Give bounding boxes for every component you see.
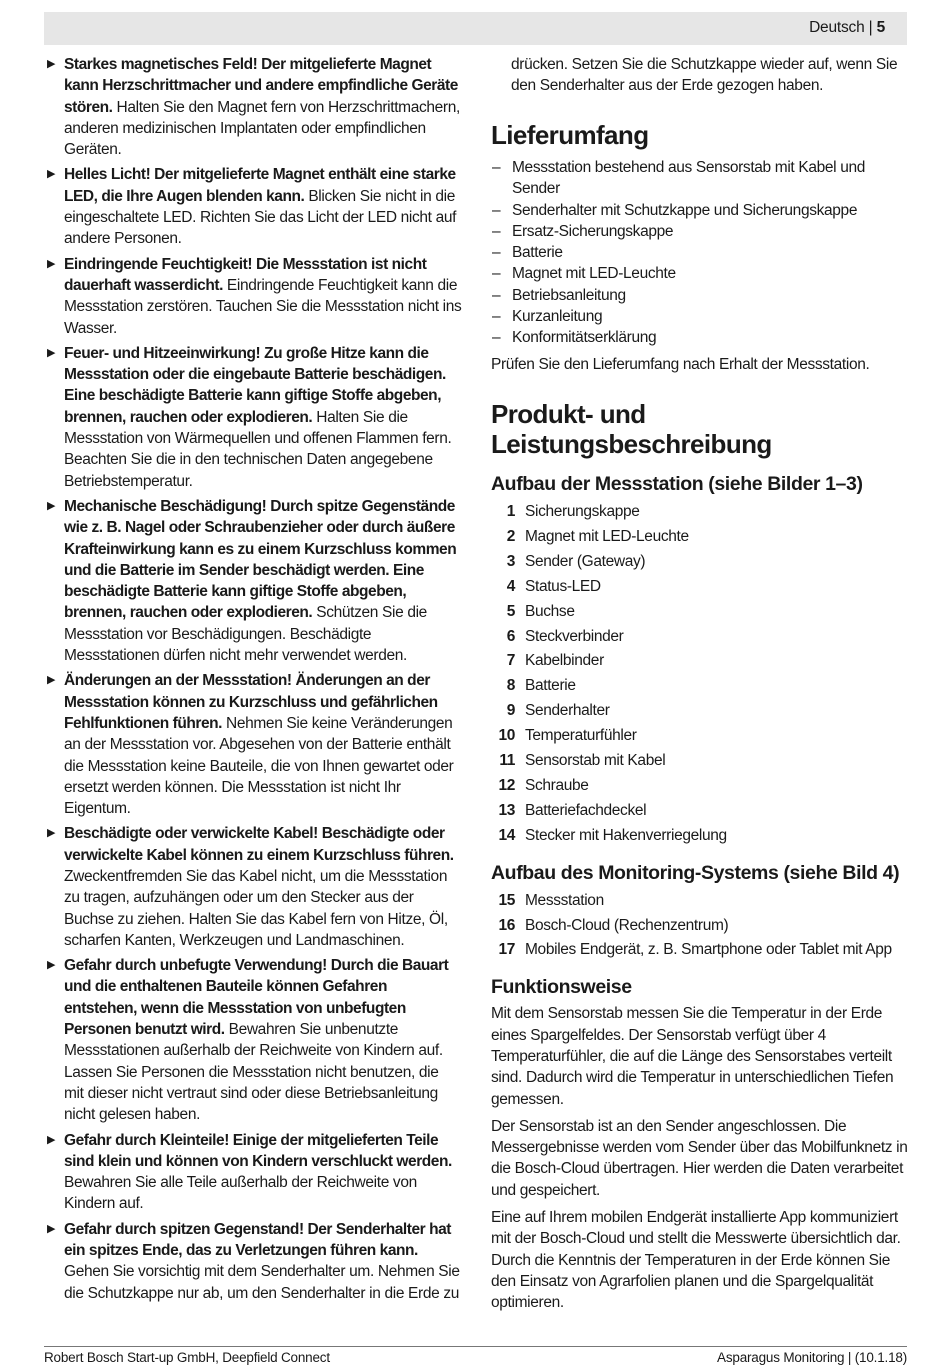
warning-text: Halten Sie die Messstation von Wärmequellen und offenen Flammen fern. Beachten Sie die in den technischen Daten angegebene Betriebstemperatur. <box>64 408 452 490</box>
arrow-icon: ▶ <box>47 499 56 512</box>
warning-item <box>44 54 462 160</box>
footer-publisher: Robert Bosch Start-up GmbH, Deepfield Connect <box>44 1350 330 1365</box>
warning-bold: Starkes magnetisches Feld! Der mitgelieferte Magnet kann Herzschrittmacher und andere empfindliche Geräte stören. <box>64 56 458 116</box>
footer-document-info: Asparagus Monitoring | (10.1.18) <box>717 1350 907 1365</box>
left-column <box>44 54 462 1308</box>
list-item: 6 Steckverbinder <box>506 627 624 645</box>
list-item: 11 Sensorstab mit Kabel <box>499 752 666 770</box>
warning-text: Nehmen Sie keine Veränderungen an der Messstation vor. Abgesehen von der Batterie enthält die Messstation keine Bauteile, die von Ihnen gewartet oder ersetzt werden können. Die Messstation ist nicht Ihr Eigentum. <box>64 714 454 818</box>
warning-text: Gehen Sie vorsichtig mit dem Senderhalter um. Nehmen Sie die Schutzkappe nur ab, um den Senderhalter in die Erde zu <box>64 1263 460 1302</box>
section-title-produkt: Produkt- und Leistungsbeschreibung <box>491 398 772 459</box>
arrow-icon: ▶ <box>47 674 56 687</box>
warning-bold: Feuer- und Hitzeeinwirkung! Zu große Hitze kann die Messstation oder die eingebaute Batterie beschädigen. Eine beschädigte Batterie kann giftige Stoffe abgeben, brennen, rauchen oder explodieren. <box>64 344 446 426</box>
list-item: 3 Sender (Gateway) <box>506 552 646 570</box>
monitoring-list <box>491 889 909 964</box>
list-item: – Kurzanleitung <box>492 308 603 326</box>
warning-item <box>44 496 462 666</box>
arrow-icon: ▶ <box>47 168 56 181</box>
arrow-icon: ▶ <box>47 58 56 70</box>
list-item: 17 Mobiles Endgerät, z. B. Smartphone oder Tablet mit App <box>498 941 892 959</box>
warning-item <box>44 343 462 492</box>
header-language: Deutsch <box>809 19 865 36</box>
list-item: – Magnet mit LED-Leuchte <box>492 265 676 283</box>
section-title-lieferumfang: Lieferumfang <box>491 120 649 150</box>
list-item: 1 Sicherungskappe <box>506 502 640 520</box>
list-item: 10 Temperaturfühler <box>498 727 637 745</box>
list-item: 16 Bosch-Cloud (Rechenzentrum) <box>498 916 729 934</box>
list-item: 9 Senderhalter <box>506 702 610 720</box>
right-column <box>491 54 909 1314</box>
arrow-icon: ▶ <box>47 827 56 840</box>
funktion-paragraph: Der Sensorstab ist an den Sender angeschlossen. Die Messergebnisse werden vom Sender über das Mobilfunknetz in die Bosch-Cloud übertragen. Hier werden die Daten verarbeitet und gespeichert. <box>491 1117 908 1199</box>
warning-text: Zweckentfremden Sie das Kabel nicht, um die Messstation zu tragen, aufzuhängen oder um den Stecker aus der Buchse zu ziehen. Halten Sie das Kabel fern von Hitze, Öl, scharfen Kanten, Werkzeugen und Landmaschinen. <box>64 867 448 949</box>
header-separator: | <box>864 19 877 36</box>
funktion-paragraph: Mit dem Sensorstab messen Sie die Temperatur in der Erde eines Spargelfeldes. Der Sensorstab verfügt über 4 Temperaturfühler, die auf die Länge des Sensorstabes verteilt sind. Dadurch wird die Temperatur in unterschiedlichen Tiefen gemessen. <box>491 1005 894 1108</box>
warning-bold: Gefahr durch unbefugte Verwendung! Durch die Bauart und die enthaltenen Bauteile können Gefahren entstehen, wenn die Messstation von unbefugten Personen benutzt wird. <box>64 957 449 1039</box>
warning-item <box>44 1130 462 1215</box>
footer-divider <box>44 1346 907 1347</box>
warning-text: Eindringende Feuchtigkeit kann die Messstation zerstören. Tauchen Sie die Messstation nicht ins Wasser. <box>64 276 462 337</box>
warning-item <box>44 254 462 339</box>
list-item: – Senderhalter mit Schutzkappe und Sicherungskappe <box>492 201 858 219</box>
warning-continuation: drücken. Setzen Sie die Schutzkappe wieder auf, wenn Sie den Senderhalter aus der Erde gezogen haben. <box>511 56 898 95</box>
warning-item <box>44 955 462 1125</box>
warning-item <box>44 670 462 819</box>
list-item: 8 Batterie <box>506 677 576 695</box>
lieferumfang-list <box>491 157 909 349</box>
warning-text: Halten Sie den Magnet fern von Herzschrittmachern, anderen medizinischen Implantaten oder empfindlichen Geräten. <box>64 98 460 159</box>
warning-bold: Beschädigte oder verwickelte Kabel! Beschädigte oder verwickelte Kabel können zu einem Kurzschluss führen. <box>64 825 454 864</box>
page-number: 5 <box>876 19 885 36</box>
warning-text: Bewahren Sie unbenutzte Messstationen außerhalb der Reichweite von Kindern auf. Lassen Sie Personen die Messstation nicht benutzen, die mit dieser nicht vertraut sind oder diese Betriebsanleitung nicht gelesen haben. <box>64 1021 443 1124</box>
warning-text: Bewahren Sie alle Teile außerhalb der Reichweite von Kindern auf. <box>64 1174 417 1213</box>
list-item: – Batterie <box>492 244 563 262</box>
list-item: – Ersatz-Sicherungskappe <box>492 222 674 240</box>
warning-text: Blicken Sie nicht in die eingeschaltete LED. Richten Sie das Licht der LED nicht auf andere Personen. <box>64 187 457 248</box>
warning-bold: Gefahr durch Kleinteile! Einige der mitgelieferten Teile sind klein und können von Kindern verschluckt werden. <box>64 1131 452 1170</box>
list-item: 4 Status-LED <box>506 577 601 595</box>
funktion-paragraph: Eine auf Ihrem mobilen Endgerät installierte App kommuniziert mit der Bosch-Cloud und stellt die Messwerte übersichtlich dar. Durch die Kenntnis der Temperaturen in der Erde können Sie den Einsatz von Agrarfolien planen und die Spargelqualität optimieren. <box>491 1209 901 1312</box>
list-item: 12 Schraube <box>498 776 589 794</box>
list-item: 7 Kabelbinder <box>506 652 604 670</box>
warning-item <box>44 823 462 951</box>
arrow-icon: ▶ <box>47 1133 56 1146</box>
list-item: 5 Buchse <box>506 602 575 620</box>
warning-bold: Mechanische Beschädigung! Durch spitze Gegenstände wie z. B. Nagel oder Schraubenzieher oder durch äußere Krafteinwirkung kann es zu einem Kurzschluss kommen und die Batterie im Sender beschädigt werden. Eine beschädigte Batterie kann giftige Stoffe abgeben, brennen, rauchen oder explodieren. <box>64 497 457 622</box>
lieferumfang-note: Prüfen Sie den Lieferumfang nach Erhalt der Messstation. <box>491 355 870 373</box>
list-item: – Betriebsanleitung <box>492 286 626 304</box>
warning-item <box>44 164 462 249</box>
warning-bold: Änderungen an der Messstation! Änderungen an der Messstation können zu Kurzschluss und gefährlichen Fehlfunktionen führen. <box>64 672 438 732</box>
subsection-title-aufbau: Aufbau der Messstation (siehe Bilder 1–3) <box>491 472 863 495</box>
page-header <box>44 12 907 45</box>
arrow-icon: ▶ <box>47 346 56 359</box>
warning-bold: Helles Licht! Der mitgelieferte Magnet enthält eine starke LED, die Ihre Augen blenden kann. <box>64 166 456 205</box>
arrow-icon: ▶ <box>47 1222 56 1235</box>
subsection-title-monitoring: Aufbau des Monitoring-Systems (siehe Bild 4) <box>491 861 900 884</box>
list-item: – Konformitätserklärung <box>492 329 657 347</box>
warning-text: Schützen Sie die Messstation vor Beschädigungen. Beschädigte Messstationen dürfen nicht mehr verwendet werden. <box>64 604 427 665</box>
aufbau-list <box>491 500 909 849</box>
list-item: 14 Stecker mit Hakenverriegelung <box>498 826 727 844</box>
list-item: 2 Magnet mit LED-Leuchte <box>506 527 689 545</box>
arrow-icon: ▶ <box>47 959 56 972</box>
arrow-icon: ▶ <box>47 257 56 270</box>
list-item: 15 Messstation <box>498 891 604 909</box>
list-item: 13 Batteriefachdeckel <box>498 801 647 819</box>
list-item: – Messstation bestehend aus Sensorstab mit Kabel und Sender <box>492 159 866 198</box>
header-text <box>809 19 885 37</box>
subsection-title-funktion: Funktionsweise <box>491 976 632 999</box>
warning-item <box>44 1219 462 1304</box>
warning-bold: Eindringende Feuchtigkeit! Die Messstation ist nicht dauerhaft wasserdicht. <box>64 255 427 294</box>
warning-bold: Gefahr durch spitzen Gegenstand! Der Senderhalter hat ein spitzes Ende, das zu Verletzungen führen kann. <box>64 1220 451 1260</box>
